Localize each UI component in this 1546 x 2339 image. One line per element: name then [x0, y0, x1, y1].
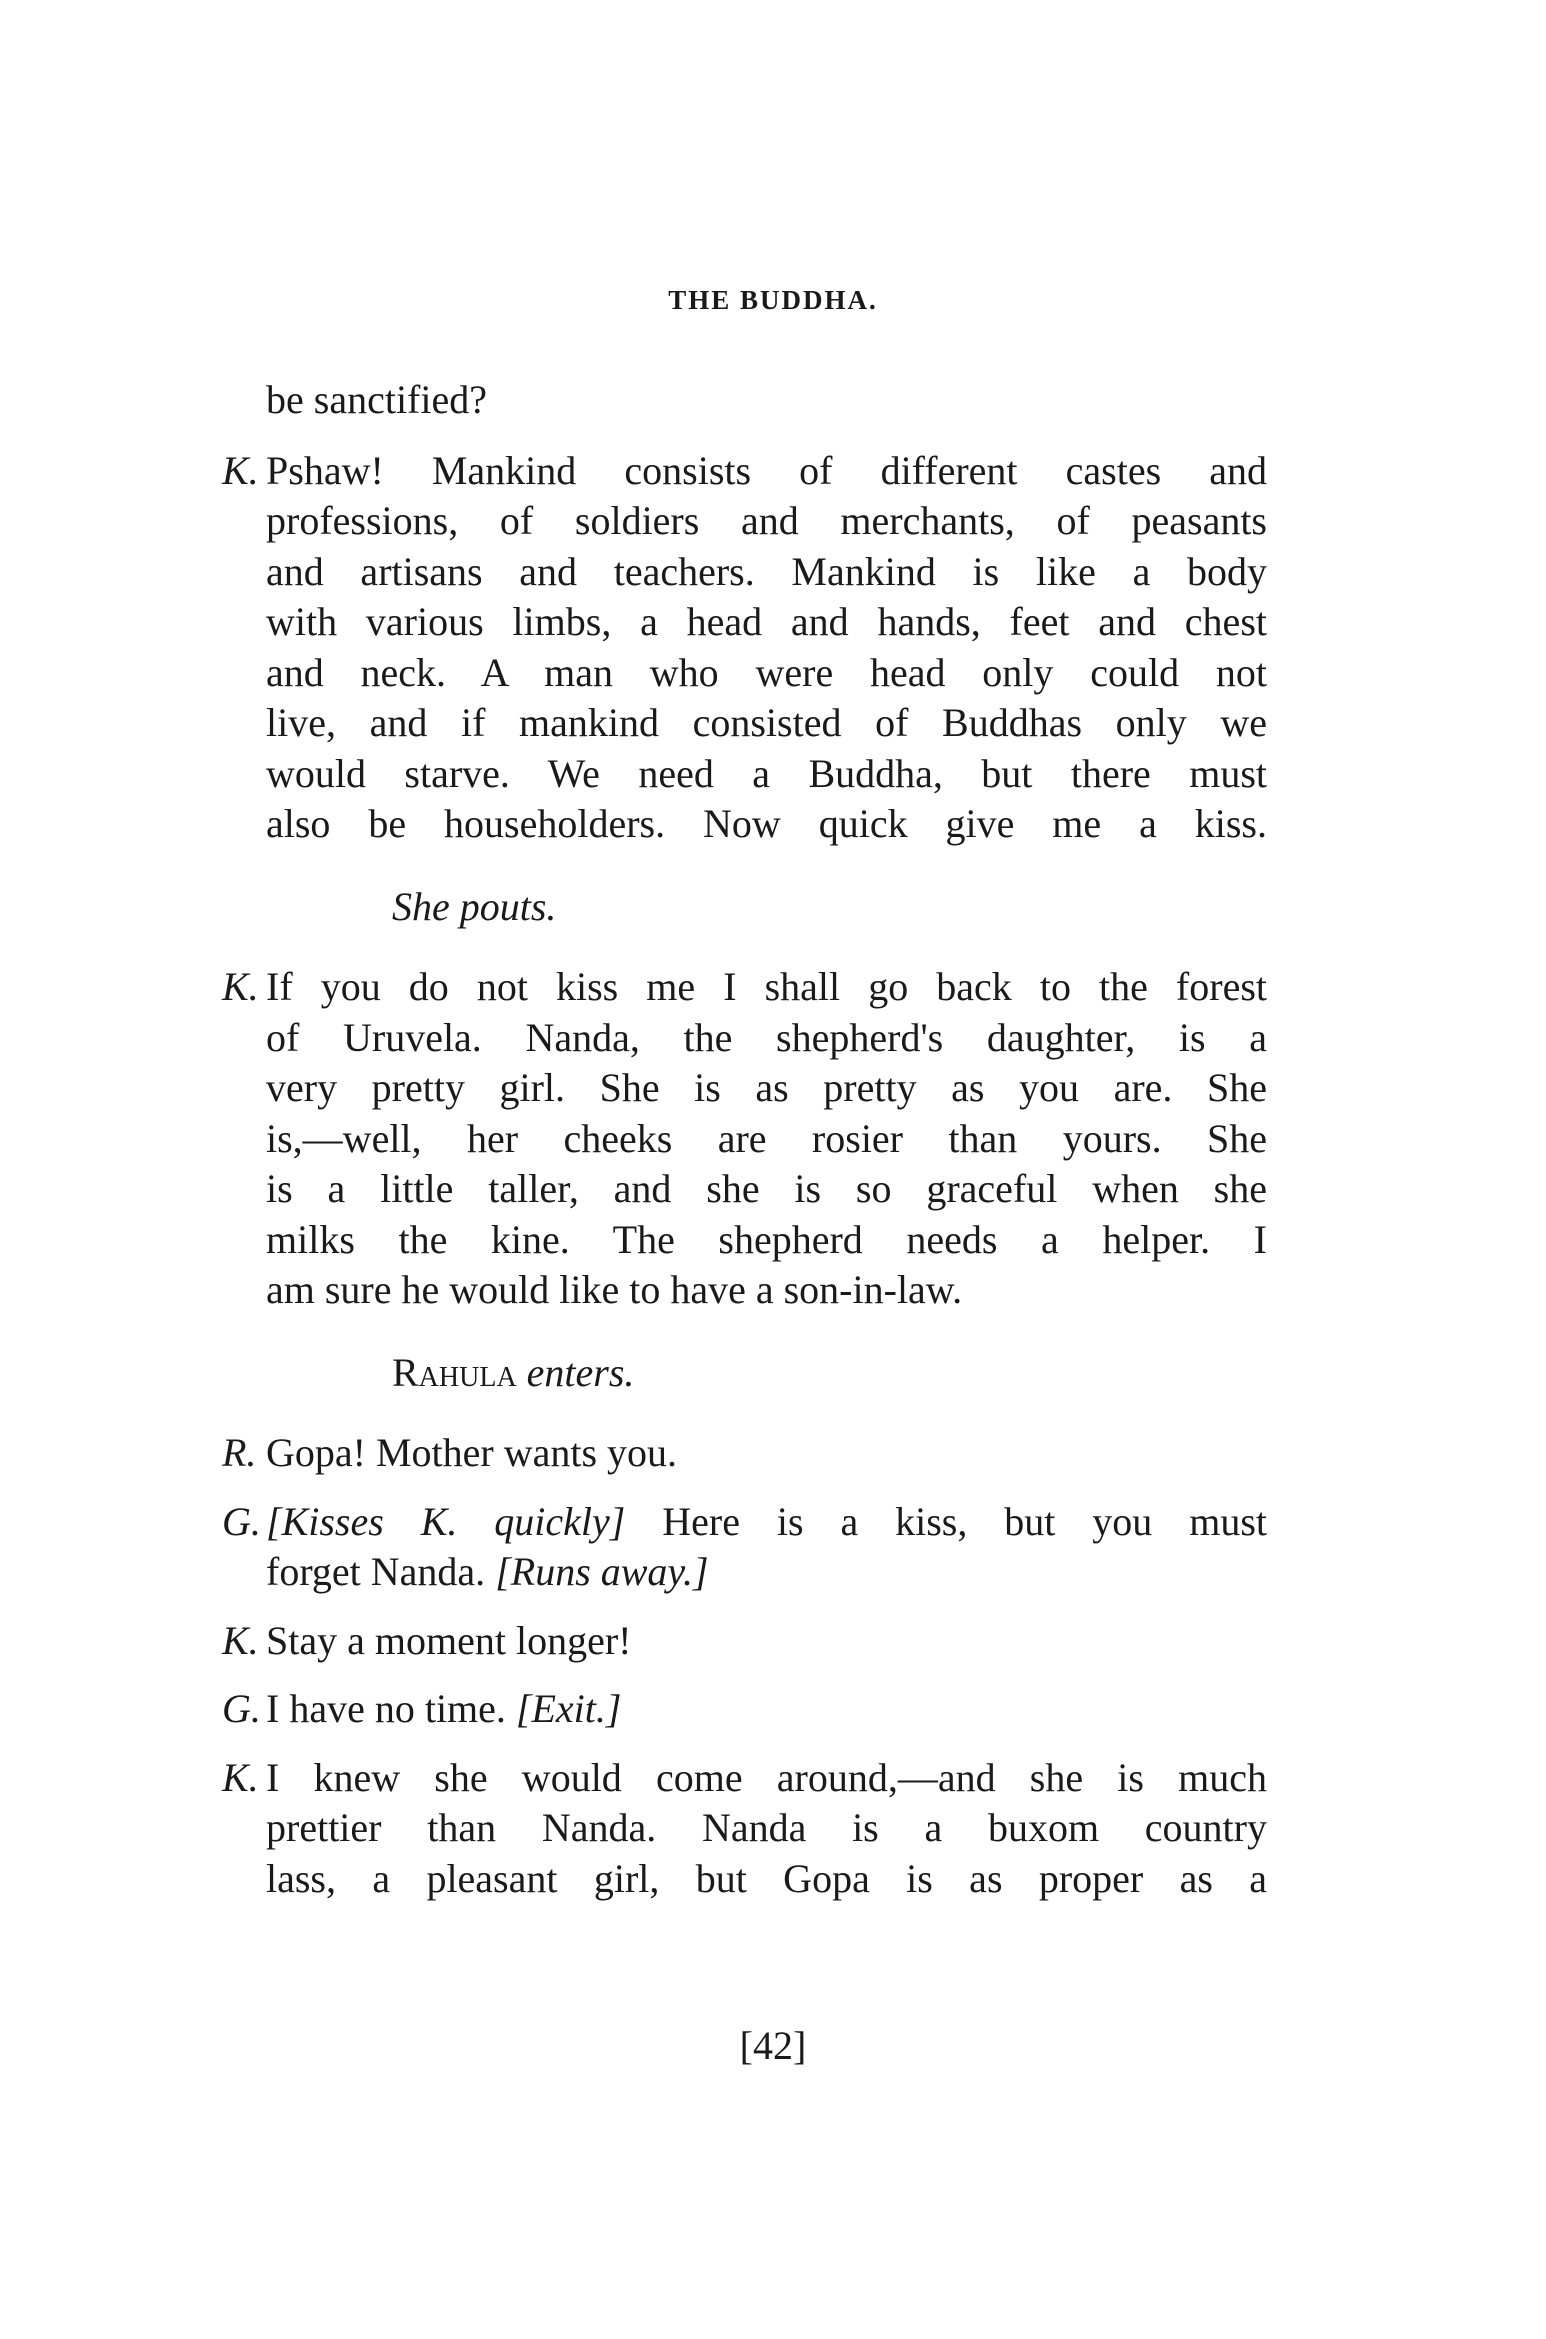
text-line: and neck. A man who were head only could not [266, 649, 1267, 695]
direction-text: enters. [526, 1349, 635, 1395]
text-line: lass, a pleasant girl, but Gopa is as proper as a [266, 1855, 1267, 1901]
text-line: I knew she would come around,—and she is much [266, 1754, 1267, 1800]
text-line: very pretty girl. She is as pretty as you are. She [266, 1065, 1267, 1110]
text-line: is,—well, her cheeks are rosier than yours. She [266, 1115, 1267, 1161]
text-line: Here is a kiss, but you must [662, 1498, 1267, 1544]
speech-r-1 [222, 1428, 1267, 1479]
text-line: with various limbs, a head and hands, feet and chest [266, 599, 1267, 644]
speaker-label: G. [222, 1498, 261, 1544]
speech-k-3 [222, 1616, 1267, 1667]
text-line: of Uruvela. Nanda, the shepherd's daughter, is a [266, 1014, 1267, 1060]
text-line: Pshaw! Mankind consists of different castes and [266, 447, 1267, 493]
text-line: is a little taller, and she is so graceful when she [266, 1166, 1267, 1211]
text-line: I have no time. [266, 1686, 506, 1731]
text-line: forget Nanda. [266, 1549, 486, 1594]
text-line: live, and if mankind consisted of Buddhas only we [266, 700, 1267, 745]
text-line: be sanctified? [266, 377, 487, 422]
text-line: also be householders. Now quick give me a kiss. [266, 801, 1267, 846]
text-line: and artisans and teachers. Mankind is like a body [266, 548, 1267, 594]
text-line: milks the kine. The shepherd needs a helper. I [266, 1216, 1267, 1262]
page-number: [42] [739, 2023, 807, 2068]
page-body [222, 375, 1267, 1904]
text-line: am sure he would like to have a son-in-law. [266, 1267, 963, 1312]
speaker-label: K. [222, 447, 259, 493]
speech-g-1 [222, 1497, 1267, 1598]
stage-direction: She pouts. [392, 883, 557, 929]
inline-direction: [Kisses K. quickly] [266, 1498, 626, 1544]
speaker-label: K. [222, 1617, 259, 1663]
speaker-label: K. [222, 964, 259, 1009]
text-line: Stay a moment longer! [266, 1617, 632, 1663]
stage-direction-2 [222, 1348, 1267, 1399]
speaker-label: G. [222, 1686, 261, 1731]
running-head: THE BUDDHA. [668, 285, 878, 315]
text-line: If you do not kiss me I shall go back to the forest [266, 964, 1267, 1009]
text-line: prettier than Nanda. Nanda is a buxom country [266, 1805, 1267, 1850]
speech-g-2 [222, 1684, 1267, 1735]
speech-k-2 [222, 962, 1267, 1316]
speech-k-4 [222, 1753, 1267, 1905]
inline-direction: [Exit.] [515, 1686, 622, 1731]
speaker-label: K. [222, 1754, 259, 1800]
text-line: would starve. We need a Buddha, but there must [266, 750, 1267, 796]
speech-k-1 [222, 446, 1267, 850]
inline-direction: [Runs away.] [495, 1549, 709, 1594]
text-line: Gopa! Mother wants you. [266, 1430, 678, 1475]
text-line: professions, of soldiers and merchants, of peasants [266, 498, 1267, 543]
character-name: Rahula [392, 1349, 517, 1395]
speaker-label: R. [222, 1430, 257, 1475]
